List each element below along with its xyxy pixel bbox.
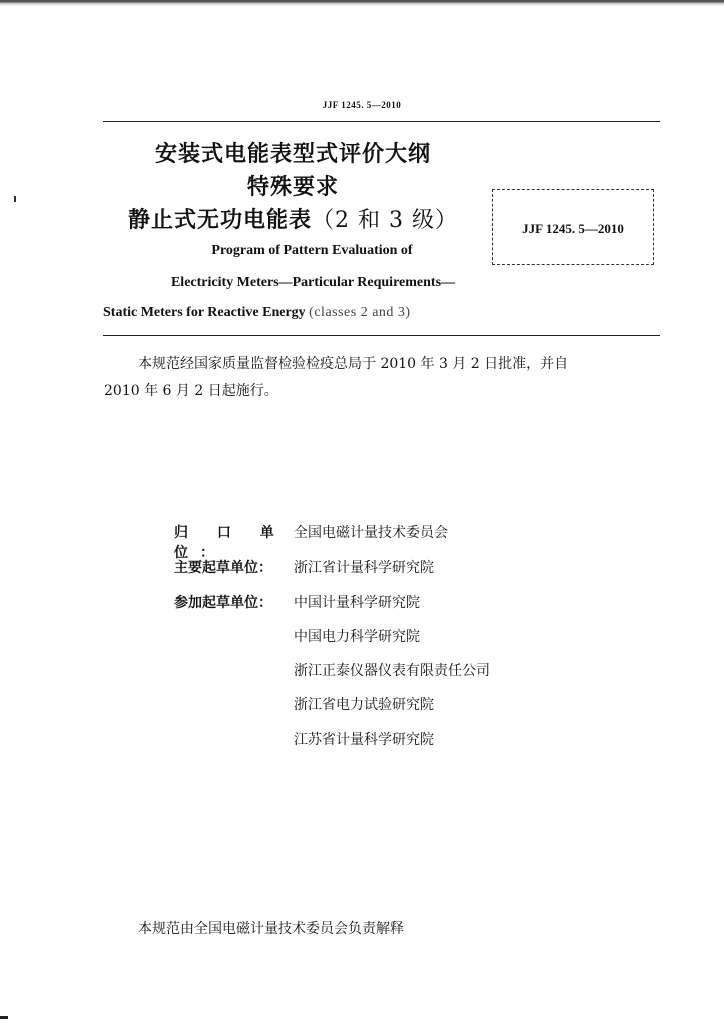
main-drafter-value: 浙江省计量科学研究院 [294,560,434,576]
cn-title-line1: 安装式电能表型式评价大纲 [154,142,431,167]
scan-corner-mark [0,1016,8,1019]
title-rule [103,335,660,336]
participating-drafter-1: 中国计量科学研究院 [294,595,420,611]
responsible-unit-value: 全国电磁计量技术委员会 [294,525,448,541]
participating-drafter-5: 江苏省计量科学研究院 [294,732,434,748]
cn-title-line3 [83,203,503,234]
responsible-unit-label: 归 口 单 位： [174,525,286,561]
scan-top-edge [0,0,724,6]
interpretation-note: 本规范由全国电磁计量技术委员会负责解释 [138,921,404,937]
header-rule [103,121,660,122]
approval-line2: 2010 年 6 月 2 日起施行。 [104,383,278,399]
en-title-line2: Electricity Meters—Particular Requirements— [170,275,456,290]
cn-title-line2: 特殊要求 [246,175,339,200]
standard-code: JJF 1245. 5—2010 [522,221,624,236]
en-title-line1: Program of Pattern Evaluation of [211,243,413,258]
participating-drafter-2: 中国电力科学研究院 [294,629,420,645]
participating-drafter-3: 浙江正泰仪器仪表有限责任公司 [294,663,490,679]
cn-title-line3-main: 静止式无功电能表 [128,208,313,233]
cn-title-line3-paren: （2 和 3 级） [312,208,458,233]
en-title-line3-paren: (classes 2 and 3) [309,305,411,320]
header-doc-code: JJF 1245. 5—2010 [322,100,402,110]
en-title-line3 [103,305,503,321]
participating-drafter-4: 浙江省电力试验研究院 [294,697,434,713]
participating-drafter-label: 参加起草单位： [174,595,272,611]
scan-mark [14,196,16,202]
approval-line1: 本规范经国家质量监督检验检疫总局于 2010 年 3 月 2 日批准，并自 [138,356,569,372]
main-drafter-label: 主要起草单位： [174,560,272,576]
en-title-line3-main: Static Meters for Reactive Energy [103,305,306,320]
